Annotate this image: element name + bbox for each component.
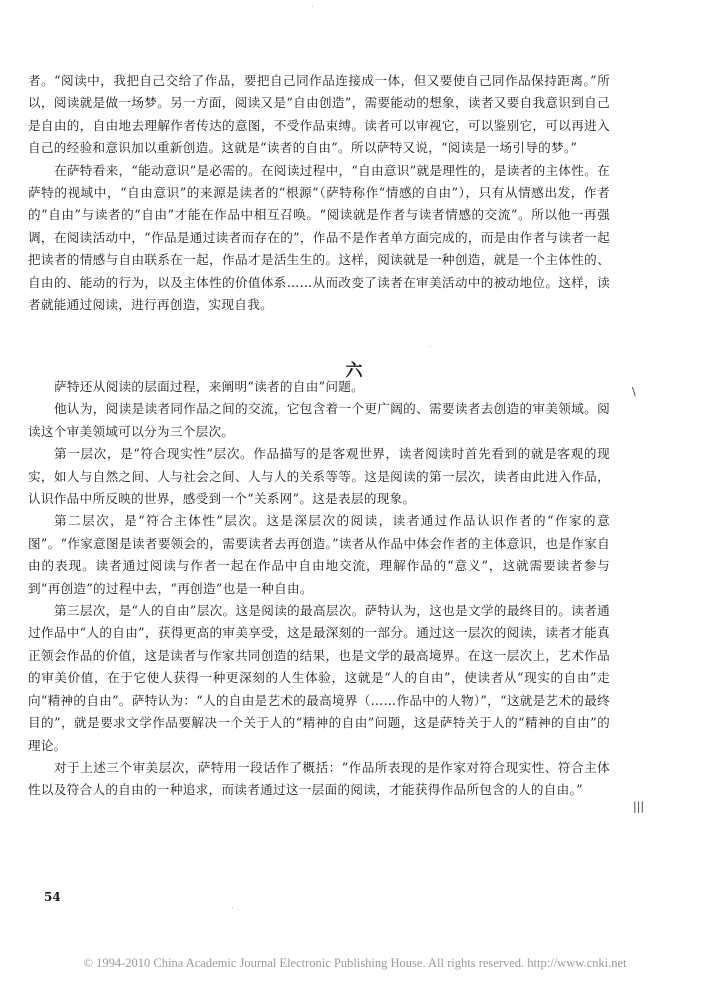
section-paragraph-6: 对于上述三个审美层次，萨特用一段话作了概括：“作品所表现的是作家对符合现实性、符合主体性以及符合人的自由的一种追求，而读者通过这一层面的阅读，才能获得作品所包含的人的自由。” — [28, 759, 610, 798]
scan-speck — [312, 6, 313, 7]
intro-paragraph-1: 者。“阅读中，我把自己交给了作品，要把自己同作品连接成一体，但又要使自己同作品保持距离。”所以，阅读就是做一场梦。另一方面，阅读又是“自由创造”，需要能动的想象，读者又要自我意识到自己是自由的，自由地去理解作者传达的意图，不受作品束缚。读者可以审视它，可以鉴别它，可以再进入自己的经验和意识加以重新创造。这就是“读者的自由”。所以萨特又说，“阅读是一场引导的梦。” — [28, 73, 610, 156]
section-paragraph-5: 第三层次，是“人的自由”层次。这是阅读的最高层次。萨特认为，这也是文学的最终目的。读者通过作品中“人的自由”，获得更高的审美享受，这是最深刻的一部分。通过这一层次的阅读，读者才能真正领会作品的价值，这是读者与作家共同创造的结果，也是文学的最高境界。在这一层次上，艺术作品的审美价值，在于它使人获得一种更深刻的人生体验，这就是“人的自由”，使读者从“现实的自由”走向“精神的自由”。萨特认为：“人的自由是艺术的最高境界（……作品中的人物）”，“这就是艺术的最终目的”，就是要求文学作品要解决一个关于人的“精神的自由”问题，这是萨特关于人的“精神的自由”的理论。 — [28, 603, 610, 753]
section-text-block — [28, 376, 610, 802]
margin-mark-top: \ — [632, 385, 636, 398]
copyright-footer: © 1994-2010 China Academic Journal Electronic Publishing House. All rights reserved. http://www.cnki.net — [83, 956, 627, 970]
intro-paragraph-2: 在萨特看来，“能动意识”是必需的。在阅读过程中，“自由意识”就是理性的，是读者的主体性。在萨特的视域中，“自由意识”的来源是读者的“根源”（萨特称作“情感的自由”），只有从情感出发，作者的“自由”与读者的“自由”才能在作品中相互召唤。“阅读就是作者与读者情感的交流”。所以他一再强调，在阅读活动中，“作品是通过读者而存在的”，作品不是作者单方面完成的，而是由作者与读者一起把读者的情感与自由联系在一起，作品才是活生生的。这样，阅读就是一种创造，就是一个主体性的、自由的、能动的行为，以及主体性的价值体系……从而改变了读者在审美活动中的被动地位。这样，读者就能通过阅读，进行再创造，实现自我。 — [28, 162, 610, 313]
section-paragraph-3: 第一层次，是“符合现实性”层次。作品描写的是客观世界，读者阅读时首先看到的就是客观的现实，如人与自然之间、人与社会之间、人与人的关系等等。这是阅读的第一层次，读者由此进入作品，认识作品中所反映的世界，感受到一个“关系网”。这是表层的现象。 — [28, 446, 610, 507]
section-paragraph-1: 萨特还从阅读的层面过程，来阐明“读者的自由”问题。 — [54, 379, 365, 394]
scan-speck — [430, 346, 431, 347]
section-paragraph-2: 他认为，阅读是读者同作品之间的交流，它包含着一个更广阔的、需要读者去创造的审美领域。阅读这个审美领域可以分为三个层次。 — [28, 401, 610, 439]
scan-speck — [232, 907, 233, 908]
margin-mark-bottom: ||| — [633, 800, 645, 813]
intro-text-block — [28, 70, 610, 316]
page-number: 54 — [44, 890, 61, 904]
section-heading: 六 — [345, 361, 365, 381]
section-paragraph-4: 第二层次，是“符合主体性”层次。这是深层次的阅读，读者通过作品认识作者的“作家的意图”。“作家意图是读者要领会的，需要读者去再创造。”读者从作品中体会作者的主体意识，也是作家自由的表现。读者通过阅读与作者一起在作品中自由地交流，理解作品的“意义”，这就需要读者参与到“再创造”的过程中去，“再创造”也是一种自由。 — [28, 513, 610, 596]
